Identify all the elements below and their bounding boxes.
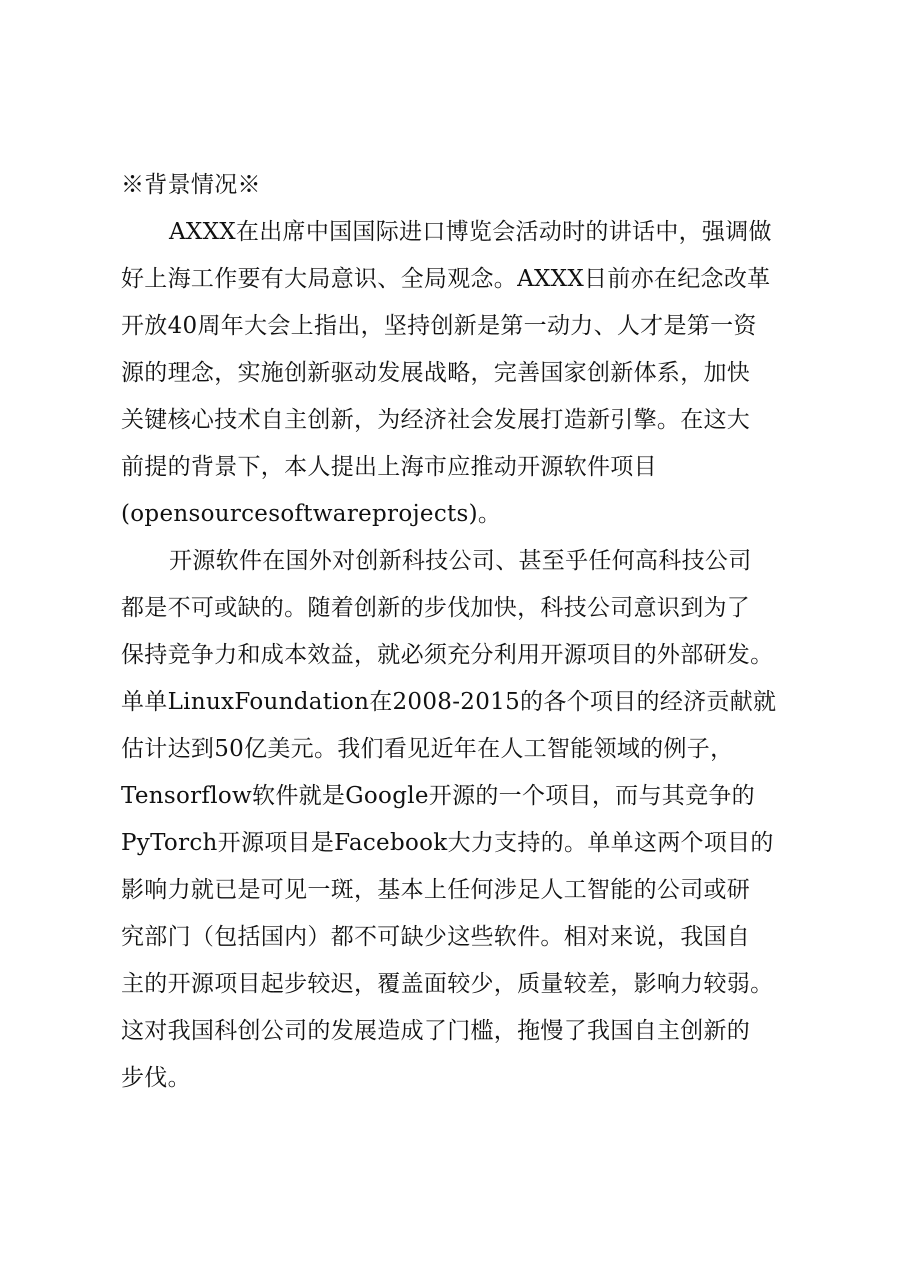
paragraph-line: 这对我国科创公司的发展造成了门槛，拖慢了我国自主创新的	[121, 1018, 751, 1044]
paragraph-line: (opensourcesoftwareprojects)。	[121, 501, 502, 527]
paragraph-line: 都是不可或缺的。随着创新的步伐加快，科技公司意识到为了	[121, 595, 751, 621]
paragraph-line: 保持竞争力和成本效益，就必须充分利用开源项目的外部研发。	[121, 642, 774, 668]
paragraph-line: 步伐。	[121, 1065, 191, 1091]
paragraph-line: 估计达到50亿美元。我们看见近年在人工智能领域的例子，	[121, 736, 734, 762]
paragraph-line: 主的开源项目起步较迟，覆盖面较少，质量较差，影响力较弱。	[121, 971, 774, 997]
paragraph-background	[121, 209, 793, 538]
paragraph-line: 影响力就已是可见一斑，基本上任何涉足人工智能的公司或研	[121, 877, 751, 903]
document-body	[121, 162, 793, 1102]
paragraph-line: 源的理念，实施创新驱动发展战略，完善国家创新体系，加快	[121, 360, 751, 386]
paragraph-line: Tensorflow软件就是Google开源的一个项目，而与其竞争的	[121, 783, 755, 809]
paragraph-line: 开源软件在国外对创新科技公司、甚至乎任何高科技公司	[169, 548, 752, 574]
paragraph-line: 好上海工作要有大局意识、全局观念。AXXX日前亦在纪念改革	[121, 266, 771, 292]
paragraph-open-source	[121, 538, 793, 1102]
paragraph-line: 前提的背景下，本人提出上海市应推动开源软件项目	[121, 454, 657, 480]
section-heading: ※背景情况※	[121, 172, 261, 198]
paragraph-line: 单单LinuxFoundation在2008-2015的各个项目的经济贡献就	[121, 689, 777, 715]
paragraph-line: 关键核心技术自主创新，为经济社会发展打造新引擎。在这大	[121, 407, 751, 433]
paragraph-line: 究部门（包括国内）都不可缺少这些软件。相对来说，我国自	[121, 924, 751, 950]
paragraph-line: AXXX在出席中国国际进口博览会活动时的讲话中，强调做	[169, 219, 772, 245]
paragraph-line: PyTorch开源项目是Facebook大力支持的。单单这两个项目的	[121, 830, 774, 856]
paragraph-line: 开放40周年大会上指出，坚持创新是第一动力、人才是第一资	[121, 313, 757, 339]
